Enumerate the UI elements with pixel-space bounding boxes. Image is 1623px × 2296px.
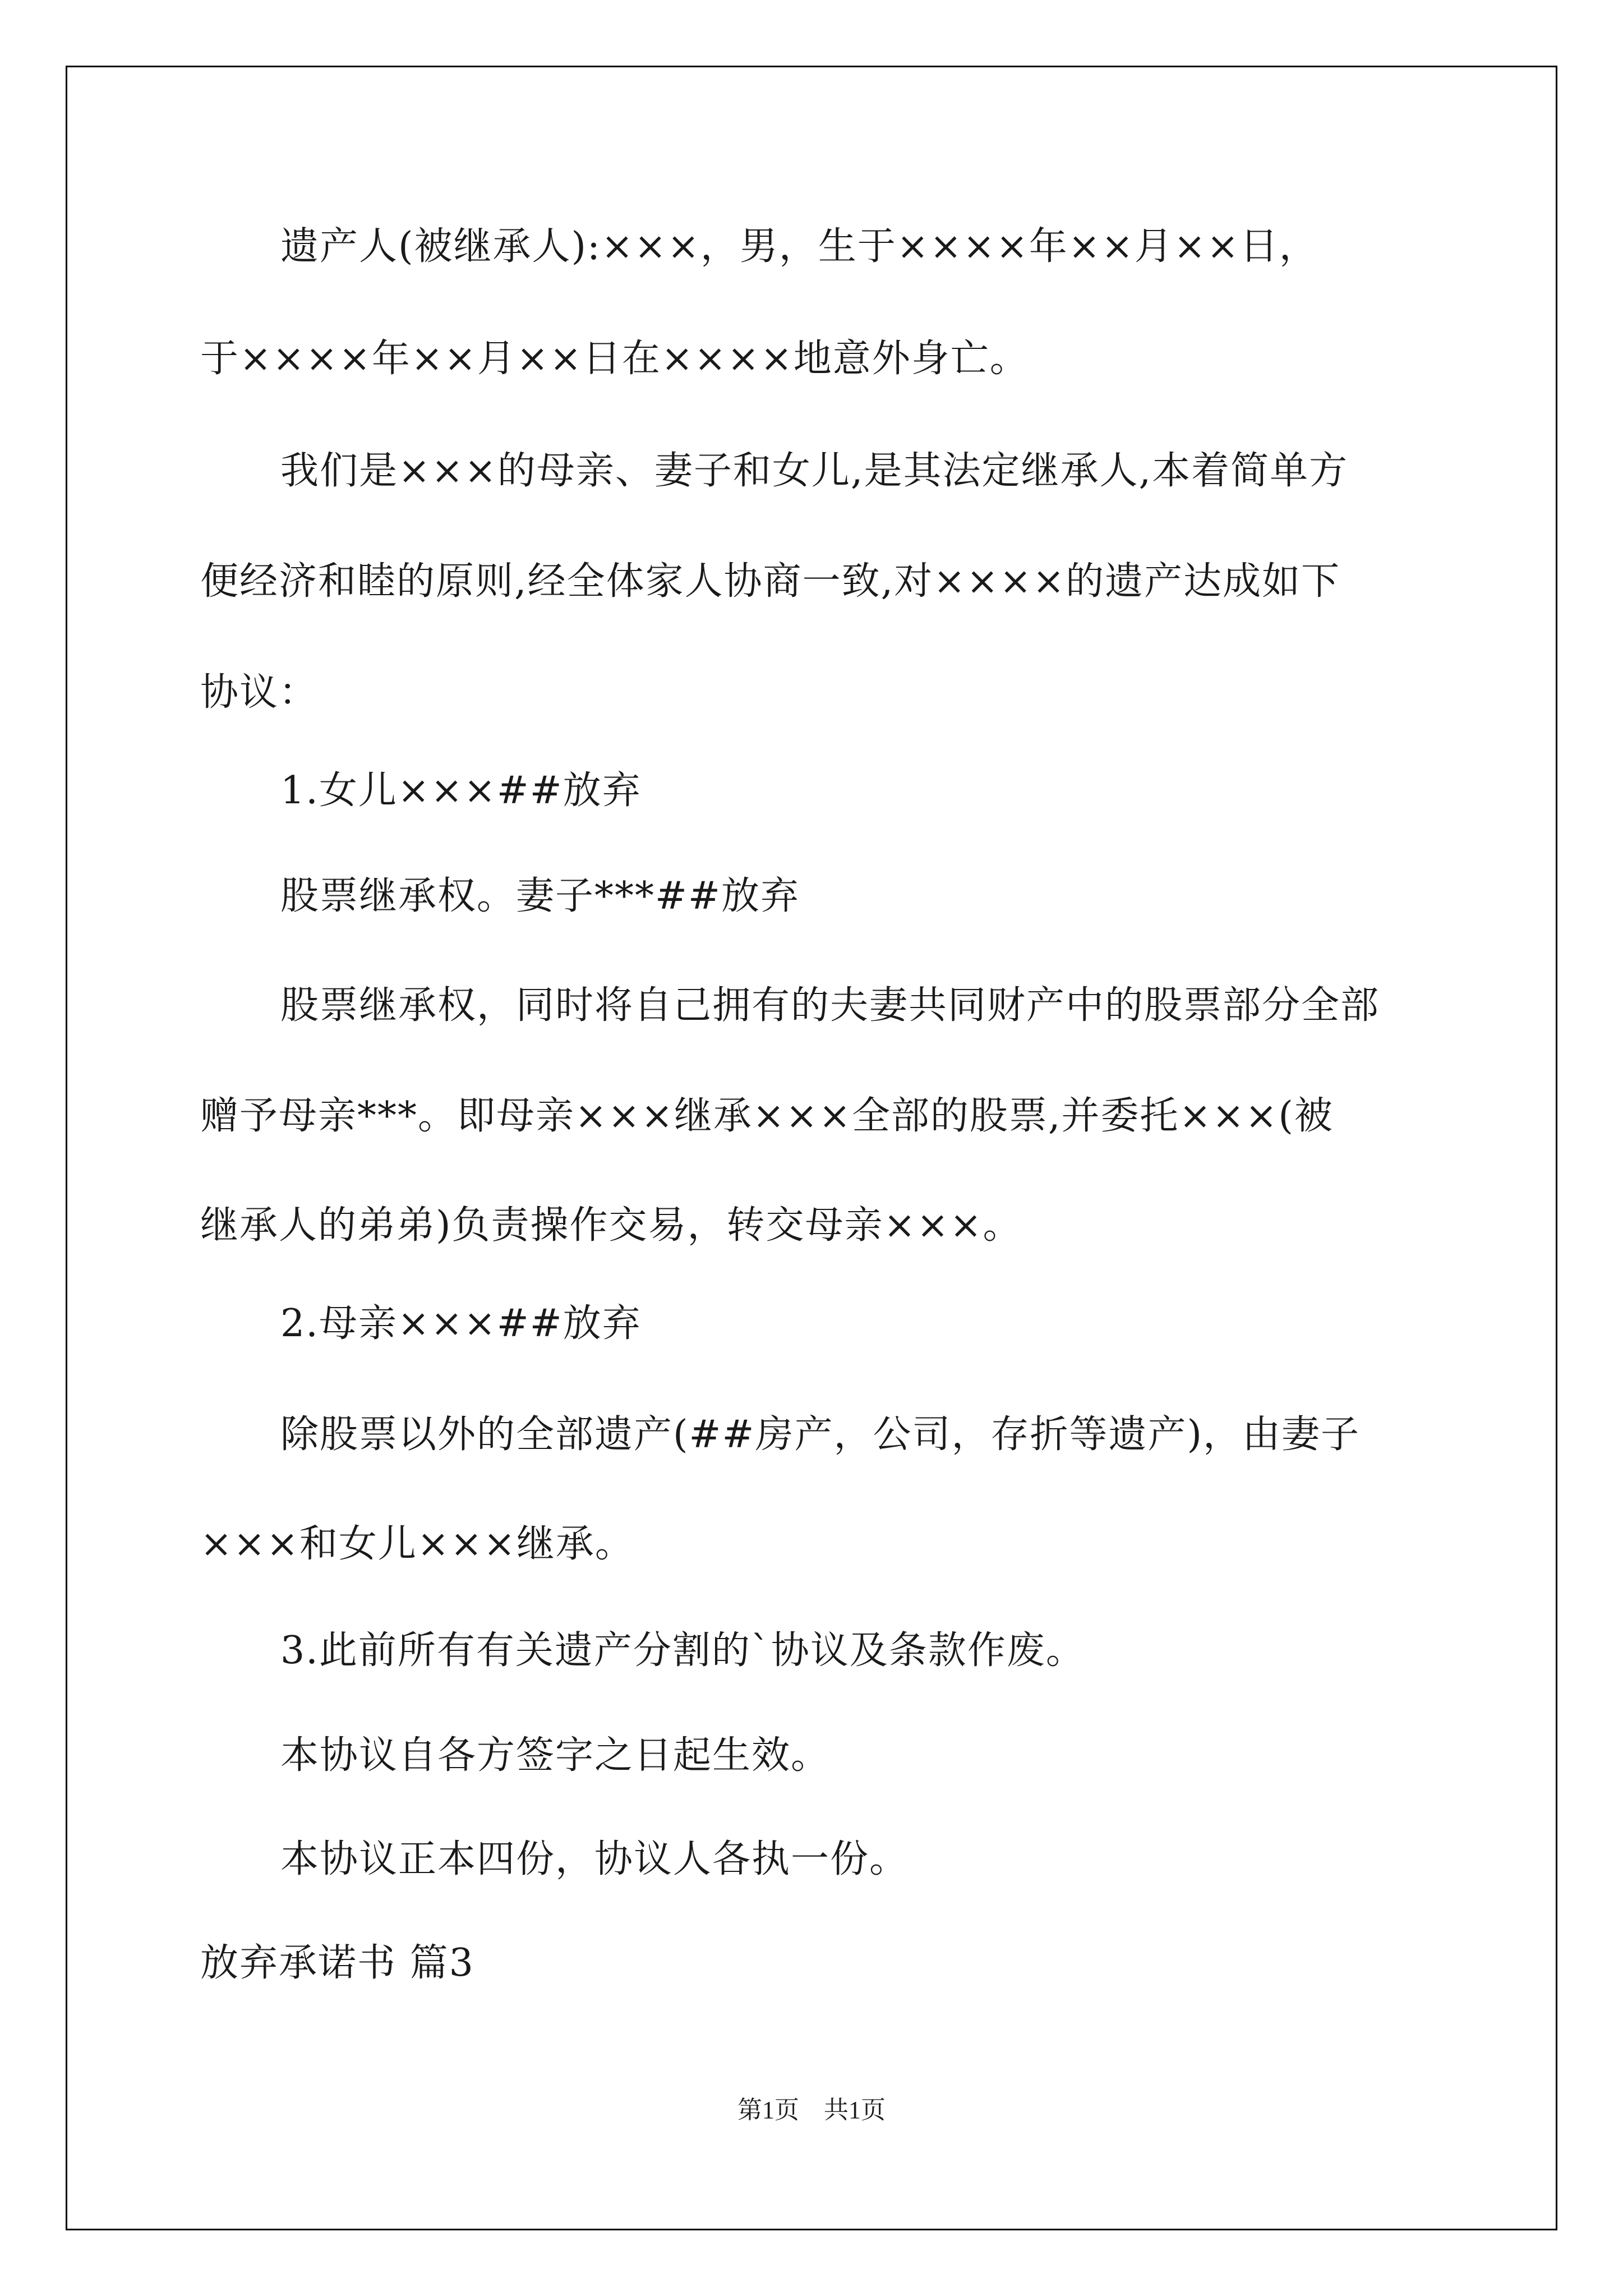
paragraph-line: ×××和女儿×××继承。 bbox=[200, 1522, 634, 1566]
paragraph-line: 本协议正本四份，协议人各执一份。 bbox=[280, 1837, 909, 1881]
paragraph-line: 本协议自各方签字之日起生效。 bbox=[280, 1733, 831, 1778]
paragraph-line: 3.此前所有有关遗产分割的`协议及条款作废。 bbox=[280, 1628, 1085, 1673]
paragraph-line: 我们是×××的母亲、妻子和女儿,是其法定继承人,本着简单方 bbox=[280, 449, 1349, 493]
paragraph-line: 除股票以外的全部遗产(##房产，公司，存折等遗产)，由妻子 bbox=[280, 1412, 1361, 1457]
section-heading: 放弃承诺书 篇3 bbox=[200, 1941, 474, 1985]
paragraph-line: 赠予母亲***。即母亲×××继承×××全部的股票,并委托×××(被 bbox=[200, 1094, 1334, 1138]
paragraph-line: 股票继承权。妻子***##放弃 bbox=[280, 874, 800, 918]
page-border bbox=[66, 66, 1557, 2230]
paragraph-line: 于××××年××月××日在××××地意外身亡。 bbox=[200, 337, 1029, 381]
paragraph-line: 继承人的弟弟)负责操作交易，转交母亲×××。 bbox=[200, 1203, 1022, 1248]
paragraph-line: 1.女儿×××##放弃 bbox=[280, 769, 642, 813]
page-footer: 第1页 共1页 bbox=[737, 2096, 886, 2124]
paragraph-line: 便经济和睦的原则,经全体家人协商一致,对××××的遗产达成如下 bbox=[200, 559, 1341, 604]
paragraph-line: 协议： bbox=[200, 670, 319, 715]
paragraph-line: 遗产人(被继承人):×××，男，生于××××年××月××日， bbox=[280, 224, 1318, 269]
paragraph-line: 股票继承权，同时将自己拥有的夫妻共同财产中的股票部分全部 bbox=[280, 983, 1380, 1028]
paragraph-line: 2.母亲×××##放弃 bbox=[280, 1301, 642, 1346]
